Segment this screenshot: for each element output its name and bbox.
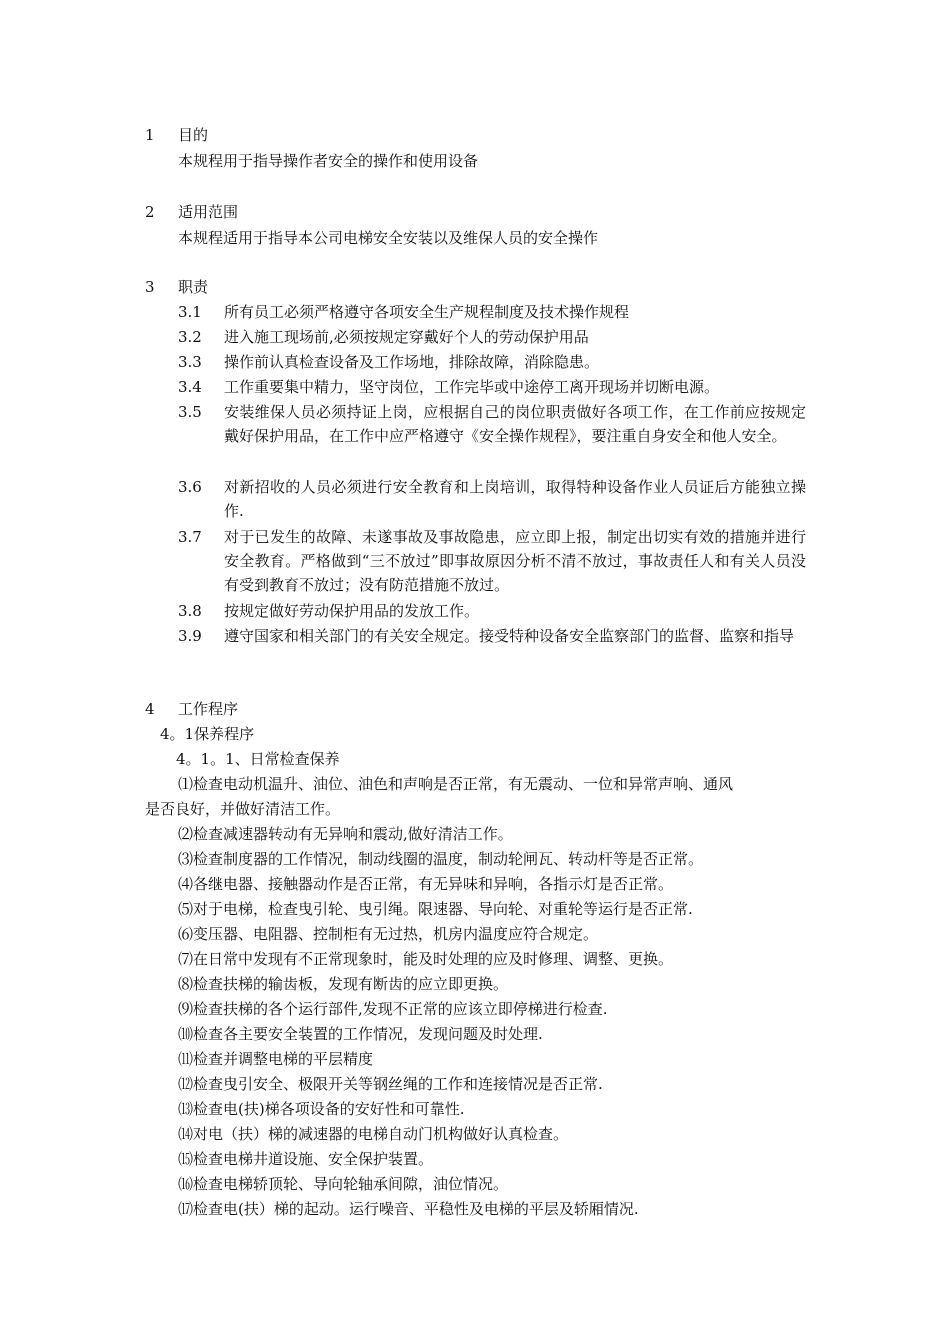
procedure-item-9: ⑼检查扶梯的各个运行部件,发现不正常的应该立即停梯进行检查.	[178, 1000, 608, 1018]
subsection-4-1-1-title: 4。1。1、日常检查保养	[176, 750, 340, 768]
procedure-item-2: ⑵检查减速器转动有无异响和震动,做好清洁工作。	[178, 825, 513, 843]
procedure-item-6: ⑹变压器、电阻器、控制柜有无过热，机房内温度应符合规定。	[178, 925, 599, 943]
item-3-7-text: 对于已发生的故障、未遂事故及事故隐患，应立即上报，制定出切实有效的措施并进行安全教育。严格做到“三不放过”即事故原因分析不清不放过，事故责任人和有关人员没有受到教育不放过；没有防范措施不放过。	[224, 528, 806, 594]
section-2-body: 本规程适用于指导本公司电梯安全安装以及维保人员的安全操作	[178, 229, 599, 247]
item-3-4-number: 3.4	[178, 378, 202, 396]
item-3-1-text: 所有员工必须严格遵守各项安全生产规程制度及技术操作规程	[224, 303, 630, 321]
section-2-number: 2	[145, 203, 155, 221]
item-3-4-text: 工作重要集中精力，坚守岗位，工作完毕或中途停工离开现场并切断电源。	[224, 378, 720, 396]
procedure-item-5: ⑸对于电梯，检查曳引轮、曳引绳。限速器、导向轮、对重轮等运行是否正常.	[178, 900, 693, 918]
item-3-8-text: 按规定做好劳动保护用品的发放工作。	[224, 602, 480, 620]
item-3-9-text: 遵守国家和相关部门的有关安全规定。接受特种设备安全监察部门的监督、监察和指导	[224, 627, 795, 645]
item-3-6-number: 3.6	[178, 478, 202, 496]
item-3-9-number: 3.9	[178, 627, 202, 645]
section-1-number: 1	[145, 126, 155, 144]
item-3-3-number: 3.3	[178, 353, 202, 371]
item-3-5-text: 安装维保人员必须持证上岗，应根据自己的岗位职责做好各项工作，在工作前应按规定戴好保护用品，在工作中应严格遵守《安全操作规程》，要注重自身安全和他人安全。	[224, 403, 806, 445]
section-4-title: 工作程序	[178, 700, 239, 718]
procedure-item-1-continued: 是否良好，并做好清洁工作。	[145, 800, 341, 818]
subsection-4-1-title: 4。1保养程序	[160, 725, 255, 743]
procedure-item-11: ⑾检查并调整电梯的平层精度	[178, 1050, 374, 1068]
procedure-item-8: ⑻检查扶梯的输齿板，发现有断齿的应立即更换。	[178, 975, 509, 993]
section-1-title: 目的	[178, 126, 209, 144]
section-3-title: 职责	[178, 278, 209, 296]
item-3-8-number: 3.8	[178, 602, 202, 620]
procedure-item-3: ⑶检查制度器的工作情况，制动线圈的温度，制动轮闸瓦、转动杆等是否正常。	[178, 850, 704, 868]
procedure-item-10: ⑽检查各主要安全装置的工作情况，发现问题及时处理.	[178, 1025, 543, 1043]
item-3-1-number: 3.1	[178, 303, 202, 321]
procedure-item-14: ⒁对电（扶）梯的减速器的电梯自动门机构做好认真检查。	[178, 1125, 569, 1143]
procedure-item-16: ⒃检查电梯轿顶轮、导向轮轴承间隙，油位情况。	[178, 1175, 509, 1193]
item-3-2-text: 进入施工现场前,必须按规定穿戴好个人的劳动保护用品	[224, 328, 589, 346]
procedure-item-1: ⑴检查电动机温升、油位、油色和声响是否正常，有无震动、一位和异常声响、通风	[178, 775, 734, 793]
procedure-item-15: ⒂检查电梯井道设施、安全保护装置。	[178, 1150, 434, 1168]
section-2-title: 适用范围	[178, 203, 239, 221]
item-3-5-number: 3.5	[178, 403, 202, 421]
item-3-3-text: 操作前认真检查设备及工作场地，排除故障，消除隐患。	[224, 353, 600, 371]
item-3-6-text: 对新招收的人员必须进行安全教育和上岗培训，取得特种设备作业人员证后方能独立操作.	[224, 478, 806, 520]
item-3-7-number: 3.7	[178, 528, 202, 546]
procedure-item-13: ⒀检查电(扶)梯各项设备的安好性和可靠性.	[178, 1100, 465, 1118]
section-3-number: 3	[145, 278, 155, 296]
section-4-number: 4	[145, 700, 155, 718]
section-1-body: 本规程用于指导操作者安全的操作和使用设备	[178, 152, 479, 170]
item-3-2-number: 3.2	[178, 328, 202, 346]
procedure-item-4: ⑷各继电器、接触器动作是否正常，有无异味和异响，各指示灯是否正常。	[178, 875, 674, 893]
procedure-item-12: ⑿检查曳引安全、极限开关等钢丝绳的工作和连接情况是否正常.	[178, 1075, 603, 1093]
procedure-item-17: ⒄检查电(扶）梯的起动。运行噪音、平稳性及电梯的平层及轿厢情况.	[178, 1200, 639, 1218]
procedure-item-7: ⑺在日常中发现有不正常现象时，能及时处理的应及时修理、调整、更换。	[178, 950, 674, 968]
